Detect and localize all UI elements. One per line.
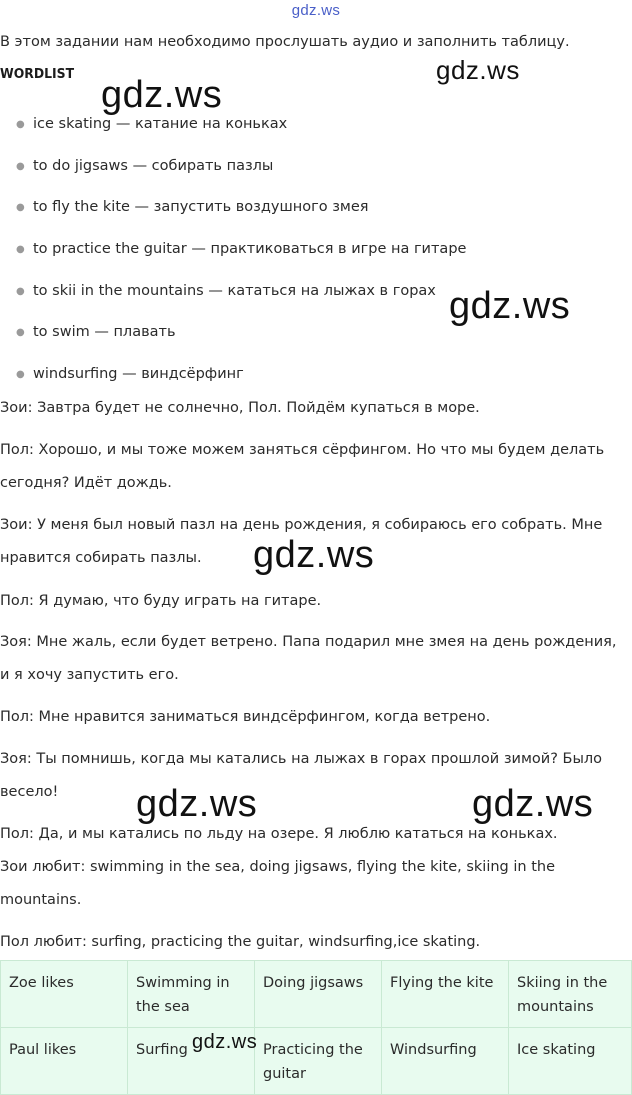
bullet-icon: ● xyxy=(16,327,25,338)
intro-text: В этом задании нам необходимо прослушать аудио и заполнить таблицу. xyxy=(0,34,570,50)
table-cell: Windsurfing xyxy=(382,1028,509,1095)
watermark: gdz.ws xyxy=(192,1031,258,1053)
dialogue-line: Зоя: Мне жаль, если будет ветрено. Папа подарил мне змея на день рождения, и я хочу запустить его. xyxy=(0,634,617,683)
site-header-link[interactable]: gdz.ws xyxy=(291,2,341,19)
table-row xyxy=(1,961,632,1028)
dialogue-line: Пол любит: surfing, practicing the guitar, windsurfing,ice skating. xyxy=(0,934,481,950)
table-cell: Swimming in the sea xyxy=(128,961,255,1028)
dialogue-line: Зоя: Ты помнишь, когда мы катались на лыжах в горах прошлой зимой? Было весело! xyxy=(0,751,603,800)
bullet-icon: ● xyxy=(16,161,25,172)
table-cell: Practicing the guitar xyxy=(255,1028,382,1095)
watermark: gdz.ws xyxy=(136,783,258,825)
list-item-text: to skii in the mountains — кататься на лыжах в горах xyxy=(33,283,436,299)
dialogue-line: Пол: Хорошо, и мы тоже можем заняться сёрфингом. Но что мы будем делать сегодня? Идёт дождь. xyxy=(0,442,605,491)
watermark: gdz.ws xyxy=(449,285,571,327)
answers-table xyxy=(0,960,632,1095)
list-item-text: ice skating — катание на коньках xyxy=(33,116,288,132)
table-cell: Paul likes xyxy=(1,1028,128,1095)
watermark: gdz.ws xyxy=(436,55,520,85)
list-item-text: to practice the guitar — практиковаться в игре на гитаре xyxy=(33,241,467,257)
bullet-icon: ● xyxy=(16,119,25,130)
table-cell: Zoe likes xyxy=(1,961,128,1028)
dialogue-line: Зои любит: swimming in the sea, doing jigsaws, flying the kite, skiing in the mountains. xyxy=(0,859,555,908)
dialogue-line: Зои: У меня был новый пазл на день рождения, я собираюсь его собрать. Мне нравится собирать пазлы. xyxy=(0,517,603,566)
dialogue-line: Зои: Завтра будет не солнечно, Пол. Пойдём купаться в море. xyxy=(0,400,480,416)
list-item-text: windsurfing — виндсёрфинг xyxy=(33,366,244,382)
wordlist-heading: WORDLIST xyxy=(0,66,75,82)
list-item-text: to swim — плавать xyxy=(33,324,176,340)
list-item-text: to fly the kite — запустить воздушного змея xyxy=(33,199,369,215)
table-cell: Ice skating xyxy=(509,1028,632,1095)
bullet-icon: ● xyxy=(16,202,25,213)
dialogue-line: Пол: Да, и мы катались по льду на озере. Я люблю кататься на коньках. xyxy=(0,826,558,842)
bullet-icon: ● xyxy=(16,369,25,380)
table-cell: Doing jigsaws xyxy=(255,961,382,1028)
table-cell: Surfing xyxy=(128,1028,255,1095)
dialogue-line: Пол: Мне нравится заниматься виндсёрфингом, когда ветрено. xyxy=(0,709,491,725)
table-row xyxy=(1,1028,632,1095)
bullet-icon: ● xyxy=(16,286,25,297)
table-cell: Skiing in the mountains xyxy=(509,961,632,1028)
bullet-icon: ● xyxy=(16,244,25,255)
table-cell: Flying the kite xyxy=(382,961,509,1028)
watermark: gdz.ws xyxy=(472,783,594,825)
list-item-text: to do jigsaws — собирать пазлы xyxy=(33,158,274,174)
watermark: gdz.ws xyxy=(253,534,375,576)
dialogue-line: Пол: Я думаю, что буду играть на гитаре. xyxy=(0,593,322,609)
watermark: gdz.ws xyxy=(101,74,223,116)
